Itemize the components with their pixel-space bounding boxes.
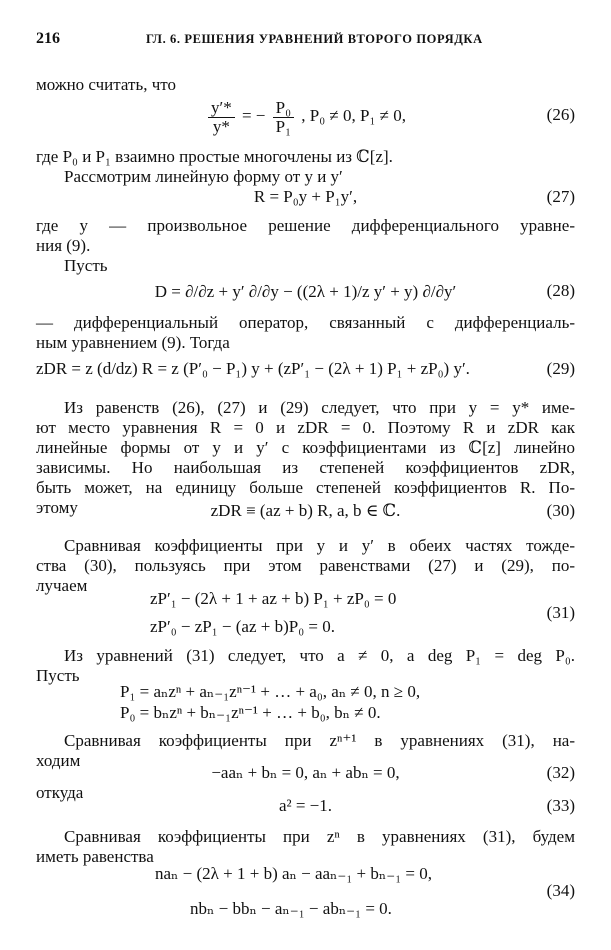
equation-p0: P₀ = bₙzⁿ + bₙ₋₁zⁿ⁻¹ + … + b₀, bₙ ≠ 0. [120,703,381,722]
equation-number: (27) [546,187,575,206]
text-line: где P₀ и P₁ взаимно простые многочлены из ℂ[z]. [36,147,393,166]
equation-number: (31) [546,603,575,622]
text-line: иметь равенства [36,847,154,866]
equation-31a: zP′₁ − (2λ + 1 + az + b) P₁ + zP₀ = 0 [150,589,397,608]
equation-number: (26) [546,105,575,124]
text-line: Сравнивая коэффициенты при zⁿ в уравнениях (31), будем [64,827,575,846]
equation-34b: nbₙ − bbₙ − aₙ₋₁ − abₙ₋₁ = 0. [190,899,392,918]
fraction: $\frac{y'*}{y*}$ [208,99,235,136]
equation-number: (28) [546,281,575,300]
text-line: Из равенств (26), (27) и (29) следует, что при y = y* име- [64,398,575,417]
text-line: ют место уравнения R = 0 и zDR = 0. Поэтому R и zDR как [36,418,575,437]
equation-34a: naₙ − (2λ + 1 + b) aₙ − aaₙ₋₁ + bₙ₋₁ = 0, [155,864,432,883]
text-line: Пусть [36,666,80,685]
equation-26: $\frac{y'*}{y*}$ = − $\frac{\text{P₀}}{\text{P₁}}$ , P₀ ≠ 0, P₁ ≠ 0, [36,96,575,136]
equation-number: (34) [546,881,575,900]
text-line: Сравнивая коэффициенты при zⁿ⁺¹ в уравнениях (31), на- [64,731,575,750]
equation-number: (33) [546,796,575,815]
text-line: — дифференциальный оператор, связанный с дифференциаль- [36,313,575,332]
text-line: Сравнивая коэффициенты при y и y′ в обеих частях тожде- [64,536,575,555]
page-header [36,30,575,50]
equation-number: (29) [546,359,575,378]
equation-27: R = P₀y + P₁y′, [253,187,358,206]
running-head: ГЛ. 6. РЕШЕНИЯ УРАВНЕНИЙ ВТОРОГО ПОРЯДКА [146,32,483,46]
text-line: Рассмотрим линейную форму от y и y′ [64,167,343,186]
equation-33: a² = −1. [278,796,333,815]
text-line: ния (9). [36,236,91,255]
text-line: зависимы. Но наибольшая из степеней коэффициентов zDR, [36,458,575,477]
text-line: можно считать, что [36,75,176,94]
equation-31b: zP′₀ − zP₁ − (az + b)P₀ = 0. [150,617,335,636]
equation-number: (32) [546,763,575,782]
equation-number: (30) [546,501,575,520]
text-line: быть может, на единицу больше степеней коэффициентов R. По- [36,478,575,497]
text-line: ходим [36,751,81,770]
text-line: Из уравнений (31) следует, что a ≠ 0, а deg P₁ = deg P₀. [64,646,575,665]
text-line: линейные формы от y и y′ с коэффициентами из ℂ[z] линейно [36,438,575,457]
page-number: 216 [36,30,60,47]
text-line: откуда [36,783,84,802]
equation-30: zDR ≡ (az + b) R, a, b ∈ ℂ. [210,501,401,520]
text-line: где y — произвольное решение дифференциального уравне- [36,216,575,235]
text-line: ным уравнением (9). Тогда [36,333,230,352]
text-line: Пусть [64,256,108,275]
equation-32: −aaₙ + bₙ = 0, aₙ + abₙ = 0, [211,763,400,782]
equation-28: D = ∂/∂z + y′ ∂/∂y − ((2λ + 1)/z y′ + y) ∂/∂y′ [154,282,457,301]
equation-p1: P₁ = aₙzⁿ + aₙ₋₁zⁿ⁻¹ + … + a₀, aₙ ≠ 0, n ≥ 0, [120,682,421,701]
text-line: лучаем [36,576,88,595]
equation-29: zDR = z (d/dz) R = z (P′₀ − P₁) y + (zP′₁ − (2λ + 1) P₁ + zP₀) y′. [36,359,470,378]
text-line: этому [36,498,78,517]
fraction: $\frac{\text{P₀}}{\text{P₁}}$ [273,99,294,136]
text-line: ства (30), пользуясь при этом равенствами (27) и (29), по- [36,556,575,575]
